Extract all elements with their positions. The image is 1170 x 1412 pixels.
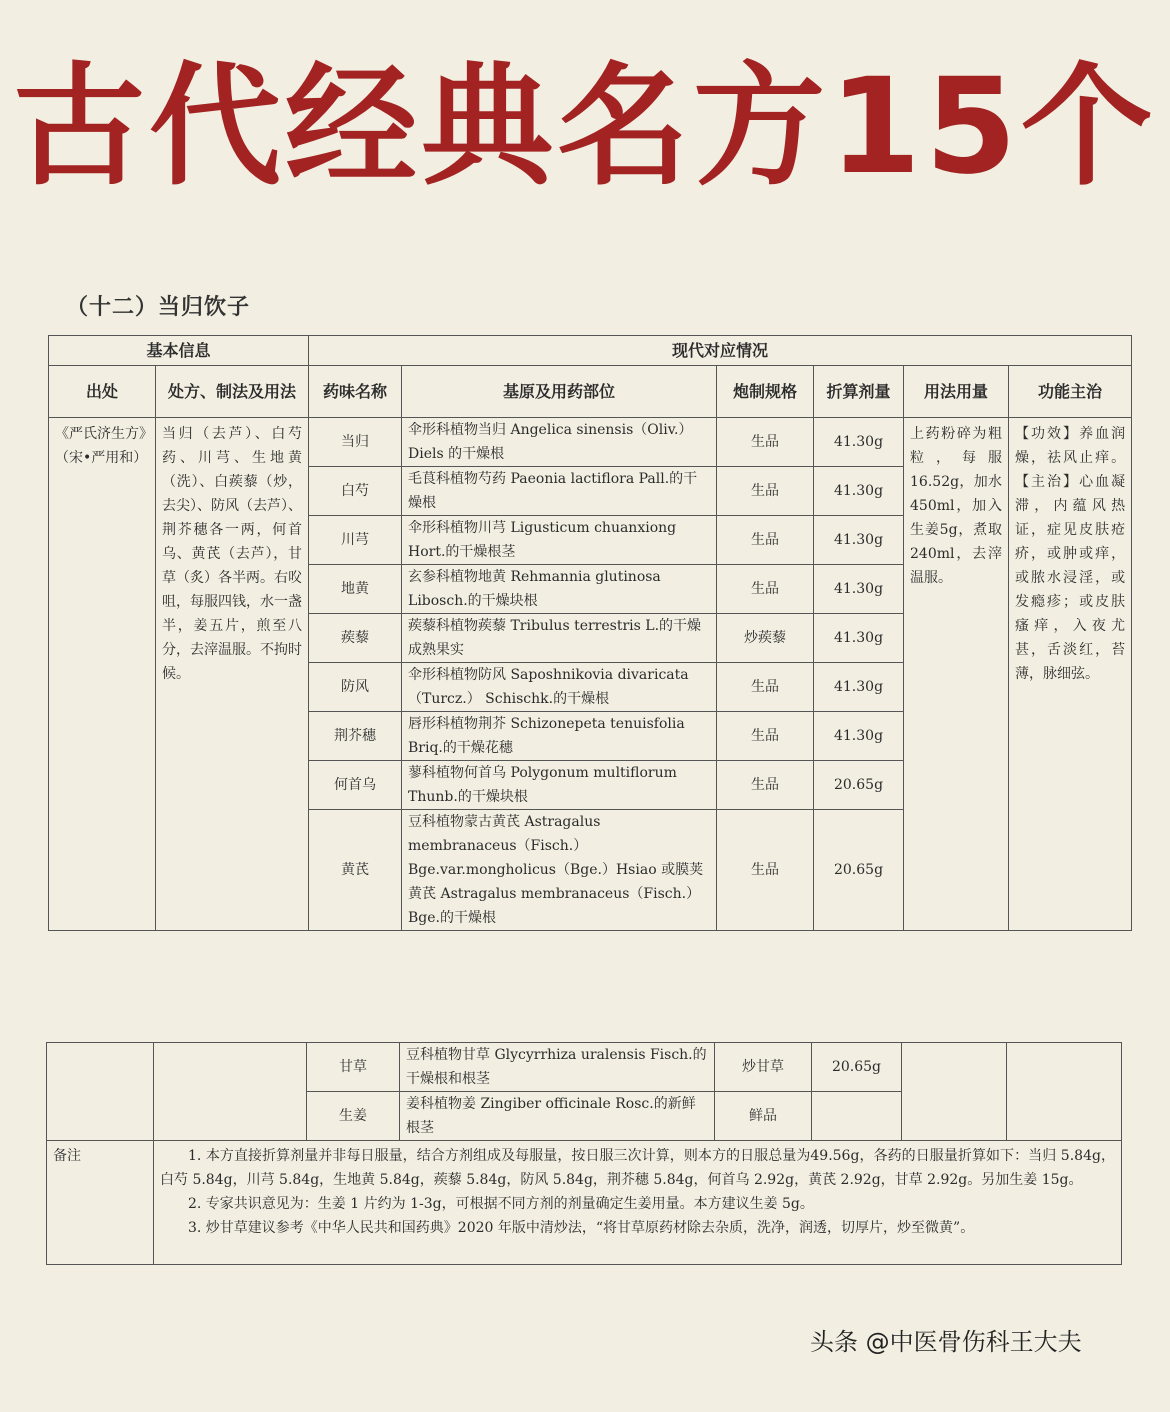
herb-dose: 41.30g [814,663,904,712]
blank-source-cell [47,1043,154,1141]
herb-origin: 豆科植物蒙古黄芪 Astragalus membranaceus（Fisch.） Bge.var.mongholicus（Bge.）Hsiao 或膜荚黄芪 Astragalus membranaceus（Fisch.） Bge.的干燥根 [402,810,717,931]
herb-processing: 炒甘草 [715,1043,812,1092]
prescription-table-continued [46,1042,1122,1265]
herb-dose: 41.30g [814,614,904,663]
herb-origin: 毛茛科植物芍药 Paeonia lactiflora Pall.的干燥根 [402,467,717,516]
function-cell: 【功效】养血润燥，祛风止痒。【主治】心血凝滞，内蕴风热证，症见皮肤疮疥，或肿或痒，或脓水浸淫，或发瘾疹；或皮肤瘙痒，入夜尤甚，舌淡红，苔薄，脉细弦。 [1009,418,1132,931]
herb-origin: 伞形科植物川芎 Ligusticum chuanxiong Hort.的干燥根茎 [402,516,717,565]
blank-usage-cell [902,1043,1007,1141]
herb-origin: 豆科植物甘草 Glycyrrhiza uralensis Fisch.的干燥根和根茎 [400,1043,715,1092]
herb-dose: 41.30g [814,418,904,467]
herb-name: 何首乌 [309,761,402,810]
header-dose: 折算剂量 [814,366,904,418]
herb-origin: 唇形科植物荆芥 Schizonepeta tenuisfolia Briq.的干燥花穗 [402,712,717,761]
herb-processing: 生品 [717,418,814,467]
main-title: 古代经典名方15个 [13,50,1157,204]
herb-processing: 生品 [717,712,814,761]
herb-dose: 20.65g [814,761,904,810]
herb-processing: 炒蒺藜 [717,614,814,663]
header-function: 功能主治 [1009,366,1132,418]
herb-processing: 生品 [717,565,814,614]
herb-processing: 生品 [717,663,814,712]
herb-name: 蒺藜 [309,614,402,663]
herb-origin: 伞形科植物当归 Angelica sinensis（Oliv.） Diels 的干燥根 [402,418,717,467]
herb-name: 荆芥穗 [309,712,402,761]
herb-name: 生姜 [307,1092,400,1141]
note-item: 2. 专家共识意见为：生姜 1 片约为 1-3g，可根据不同方剂的剂量确定生姜用量。本方建议生姜 5g。 [188,1196,814,1212]
source-cell: 《严氏济生方》（宋•严用和） [49,418,156,931]
herb-dose [812,1092,902,1141]
herb-origin: 蒺藜科植物蒺藜 Tribulus terrestris L.的干燥成熟果实 [402,614,717,663]
header-basic-info: 基本信息 [49,336,309,366]
notes-content [154,1141,1122,1265]
herb-dose: 20.65g [812,1043,902,1092]
herb-origin: 蓼科植物何首乌 Polygonum multiflorum Thunb.的干燥块根 [402,761,717,810]
notes-label: 备注 [47,1141,154,1265]
prescription-table [48,335,1132,931]
header-usage: 用法用量 [904,366,1009,418]
blank-prescription-cell [154,1043,307,1141]
header-source: 出处 [49,366,156,418]
header-processing: 炮制规格 [717,366,814,418]
prescription-cell: 当归（去芦）、白芍药、川芎、生地黄（洗）、白蒺藜（炒，去尖）、防风（去芦）、荆芥穗各一两，何首乌、黄芪（去芦），甘草（炙）各半两。右㕮咀，每服四钱，水一盏半，姜五片，煎至八分，去滓温服。不拘时候。 [156,418,309,931]
herb-dose: 20.65g [814,810,904,931]
herb-processing: 生品 [717,761,814,810]
herb-dose: 41.30g [814,565,904,614]
herb-name: 甘草 [307,1043,400,1092]
herb-name: 黄芪 [309,810,402,931]
herb-dose: 41.30g [814,712,904,761]
header-modern: 现代对应情况 [309,336,1132,366]
herb-origin: 玄参科植物地黄 Rehmannia glutinosa Libosch.的干燥块根 [402,565,717,614]
herb-processing: 生品 [717,810,814,931]
header-prescription: 处方、制法及用法 [156,366,309,418]
herb-origin: 姜科植物姜 Zingiber officinale Rosc.的新鲜根茎 [400,1092,715,1141]
herb-name: 地黄 [309,565,402,614]
header-origin: 基原及用药部位 [402,366,717,418]
section-title: （十二）当归饮子 [66,295,251,320]
herb-name: 防风 [309,663,402,712]
usage-cell: 上药粉碎为粗粒，每服16.52g，加水450ml，加入生姜5g，煮取240ml，去滓温服。 [904,418,1009,931]
herb-name: 川芎 [309,516,402,565]
herb-dose: 41.30g [814,467,904,516]
herb-processing: 鲜品 [715,1092,812,1141]
herb-processing: 生品 [717,467,814,516]
header-herb-name: 药味名称 [309,366,402,418]
herb-origin: 伞形科植物防风 Saposhnikovia divaricata（Turcz.） Schischk.的干燥根 [402,663,717,712]
herb-dose: 41.30g [814,516,904,565]
watermark: 头条 @中医骨伤科王大夫 [810,1328,1082,1356]
herb-processing: 生品 [717,516,814,565]
note-item: 3. 炒甘草建议参考《中华人民共和国药典》2020 年版中清炒法，“将甘草原药材除去杂质，洗净，润透，切厚片，炒至微黄”。 [188,1220,975,1236]
herb-name: 当归 [309,418,402,467]
blank-function-cell [1007,1043,1122,1141]
note-item: 1. 本方直接折算剂量并非每日服量，结合方剂组成及每服量，按日服三次计算，则本方的日服总量为49.56g，各药的日服量折算如下：当归 5.84g，白芍 5.84g，川芎 5.84g，生地黄 5.84g，蒺藜 5.84g，防风 5.84g，荆芥穗 5.84g，何首乌 2.92g，黄芪 2.92g，甘草 2.92g。另加生姜 15g。 [160,1148,1115,1188]
herb-name: 白芍 [309,467,402,516]
